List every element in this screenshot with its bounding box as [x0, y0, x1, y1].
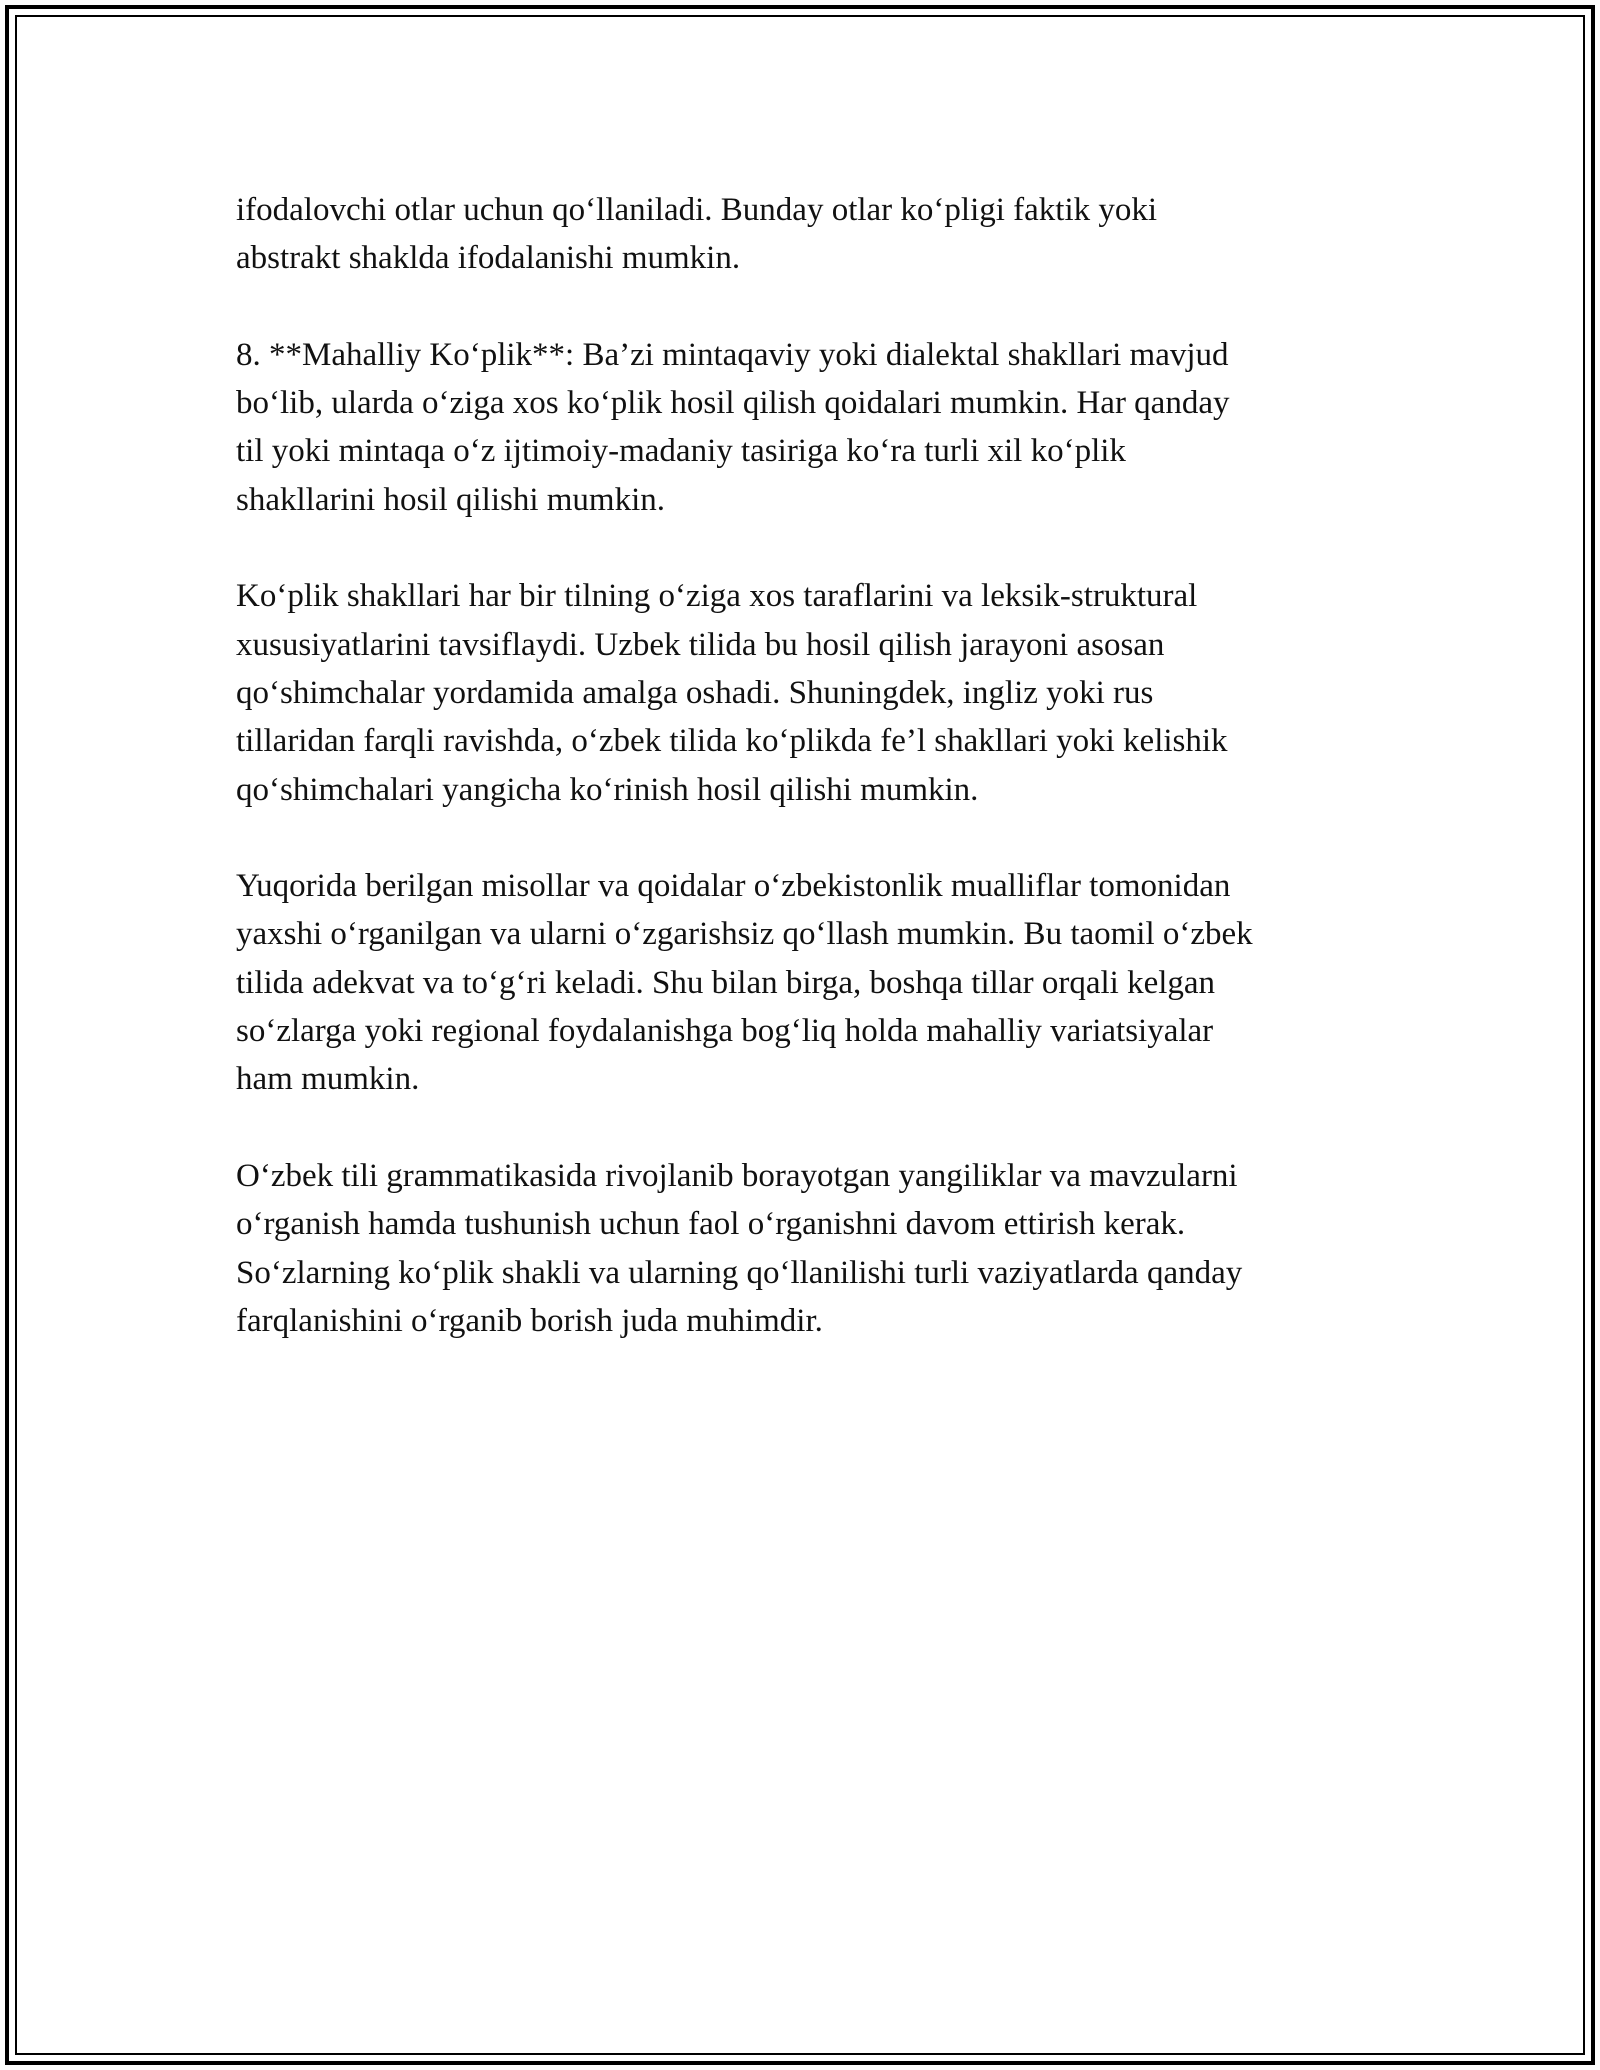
paragraph-1: ifodalovchi otlar uchun qo‘llaniladi. Bunday otlar ko‘pligi faktik yoki abstrakt shaklda ifodalanishi mumkin.: [236, 192, 1158, 277]
paragraph-5: O‘zbek tili grammatikasida rivojlanib borayotgan yangiliklar va mavzularni o‘rganish hamda tushunish uchun faol o‘rganishni davom ettirish kerak. So‘zlarning ko‘plik shakli va ularning qo‘llanilishi turli vaziyatlarda qanday farqlanishini o‘rganib borish juda muhimdir.: [236, 1157, 1243, 1339]
paragraph-2: 8. **Mahalliy Ko‘plik**: Ba’zi mintaqaviy yoki dialektal shakllari mavjud bo‘lib, ularda o‘ziga xos ko‘plik hosil qilish qoidalari mumkin. Har qanday til yoki mintaqa o‘z ijtimoiy-madaniy tasiriga ko‘ra turli xil ko‘plik shakllarini hosil qilishi mumkin.: [236, 336, 1230, 518]
paragraph-4: Yuqorida berilgan misollar va qoidalar o‘zbekistonlik mualliflar tomonidan yaxshi o‘rganilgan va ularni o‘zgarishsiz qo‘llash mumkin. Bu taomil o‘zbek tilida adekvat va to‘g‘ri keladi. Shu bilan birga, boshqa tillar orqali kelgan so‘zlarga yoki regional foydalanishga bog‘liq holda mahalliy variatsiyalar ham mumkin.: [236, 868, 1253, 1098]
document-body: [236, 186, 1376, 1393]
paragraph-3: Ko‘plik shakllari har bir tilning o‘ziga xos taraflarini va leksik-struktural xususiyatlarini tavsiflaydi. Uzbek tilida bu hosil qilish jarayoni asosan qo‘shimchalar yordamida amalga oshadi. Shuningdek, ingliz yoki rus tillaridan farqli ravishda, o‘zbek tilida ko‘plikda fe’l shakllari yoki kelishik qo‘shimchalari yangicha ko‘rinish hosil qilishi mumkin.: [236, 578, 1228, 808]
